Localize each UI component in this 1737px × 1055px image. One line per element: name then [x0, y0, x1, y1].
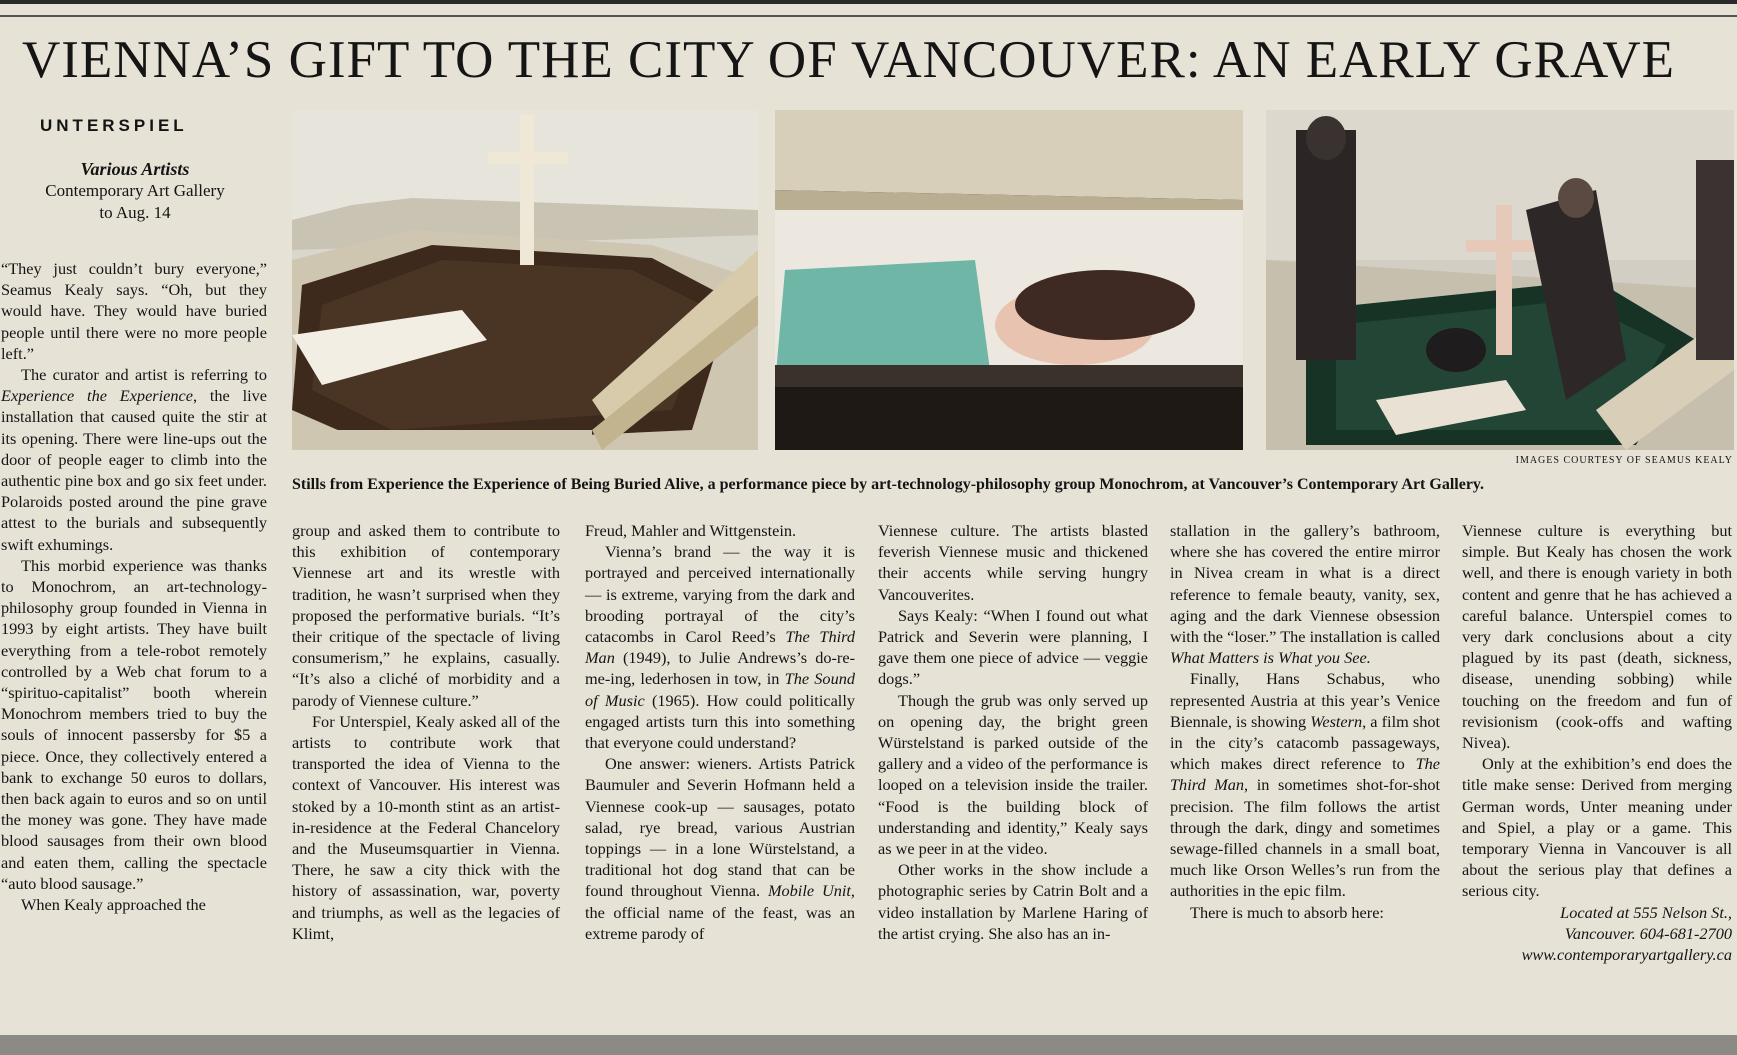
- exhibition-listing: [0, 158, 270, 224]
- article-column-3: [585, 520, 855, 944]
- paragraph: group and asked them to contribute to this exhibition of contemporary Viennese art and its wrestle with tradition, he wasn’t surprised when they proposed the performative burials. “It’s their critique of the spectacle of living consumerism,” he explains, casually. “It’s also a cliché of morbidity and a parody of Viennese culture.”: [292, 521, 560, 710]
- article-column-1: [1, 258, 267, 915]
- paragraph: There is much to absorb here:: [1190, 902, 1384, 922]
- photo-grave-cross: [292, 110, 758, 450]
- paragraph: This morbid experience was thanks to Monochrom, an art-technology-philosophy group founded in Vienna in 1993 by eight artists. They have built everything from a tele-robot remotely controlled by a Web chat forum to a “spirituo-capitalist” booth wherein Monochrom members tried to buy the souls of innocent passersby for $5 a piece. Once, they collectively entered a bank to exchange 50 euros to dollars, then back again to euros and so on until the money was gone. They have made blood sausages from their own blood and eaten them, calling the spectacle “auto blood sausage.”: [1, 555, 267, 893]
- article-column-6: [1462, 520, 1732, 965]
- top-border: [0, 0, 1737, 4]
- paragraph: One answer: wieners. Artists Patrick Baumuler and Severin Hofmann held a Viennese cook-up — sausages, potato salad, rye bread, various Austrian toppings — in a lone Würstelstand, a traditional hot dog stand that can be found throughout Vienna. Mobile Unit, the official name of the feast, was an extreme parody of: [585, 754, 855, 943]
- photo-burial-performance: [1266, 110, 1734, 450]
- paragraph: Though the grub was only served up on opening day, the bright green Würstelstand is parked outside of the gallery and a video of the performance is looped on a television inside the trailer. “Food is the building block of understanding and identity,” Kealy says as we peer in at the video.: [878, 690, 1148, 859]
- paragraph: stallation in the gallery’s bathroom, where she has covered the entire mirror in Nivea cream in what is a direct reference to female beauty, vanity, sex, aging and the dark Viennese obsession with the “loser.” The installation is called What Matters is What you See.: [1170, 521, 1440, 668]
- photo-caption: Stills from Experience the Experience of Being Buried Alive, a performance piece by art-technology-philosophy group Monochrom, at Vancouver’s Contemporary Art Gallery.: [292, 476, 1485, 493]
- header-rule: [0, 15, 1737, 17]
- bottom-border: [0, 1035, 1737, 1055]
- paragraph: Other works in the show include a photographic series by Catrin Bolt and a video installation by Marlene Haring of the artist crying. She also has an in-: [878, 860, 1148, 943]
- venue-website: www.contemporaryartgallery.ca: [1521, 945, 1732, 965]
- paragraph: The curator and artist is referring to Experience the Experience, the live installation that caused quite the stir at its opening. There were line-ups out the door of people eager to climb into the authentic pine box and go six feet under. Polaroids posted around the pine grave attest to the burials and subsequently swift exhumings.: [1, 365, 268, 554]
- venue-phone: Vancouver. 604-681-2700: [1564, 923, 1732, 943]
- photo-person-in-coffin: [775, 110, 1243, 450]
- paragraph: Viennese culture. The artists blasted feverish Viennese music and thickened their accents while serving hungry Vancouverites.: [878, 521, 1148, 604]
- paragraph: Finally, Hans Schabus, who represented Austria at this year’s Venice Biennale, is showing Western, a film shot in the city’s catacomb passageways, which makes direct reference to The Third Man, in sometimes shot-for-shot precision. The film follows the artist through the dark, dingy and sometimes sewage-filled channels in a small boat, much like Orson Welles’s run from the authorities in the epic film.: [1170, 669, 1441, 901]
- article-column-4: [878, 520, 1148, 944]
- paragraph: “They just couldn’t bury everyone,” Seamus Kealy says. “Oh, but they would have. They would have buried people until there were no more people left.”: [1, 259, 267, 363]
- photo-credit: IMAGES COURTESY OF SEAMUS KEALY: [1515, 455, 1733, 466]
- paragraph: Says Kealy: “When I found out what Patrick and Severin were planning, I gave them one piece of advice — veggie dogs.”: [878, 605, 1148, 689]
- venue-address: Located at 555 Nelson St.,: [1560, 902, 1732, 922]
- section-kicker: UNTERSPIEL: [40, 116, 188, 135]
- listing-artists: Various Artists: [80, 159, 190, 179]
- paragraph: Freud, Mahler and Wittgenstein.: [585, 521, 797, 540]
- paragraph: Only at the exhibition’s end does the title make sense: Derived from merging German words, Unter meaning under and Spiel, a play or a game. This temporary Vienna in Vancouver is all about the serious play that defines a serious city.: [1462, 754, 1732, 901]
- paragraph: For Unterspiel, Kealy asked all of the artists to contribute work that transported the idea of Vienna to the context of Vancouver. His interest was stoked by a 10-month stint as an artist-in-residence at the Federal Chancelory and the Museumsquartier in Vienna. There, he saw a city thick with the history of assassination, war, poverty and triumphs, as well as the legacies of Klimt,: [292, 711, 560, 943]
- paragraph: Viennese culture is everything but simple. But Kealy has chosen the work well, and there is enough variety in both content and genre that he has achieved a careful balance. Unterspiel comes to very dark conclusions about a city plagued by its past (death, sickness, disease, unending sobbing) while touching on the freedom and fun of revisionism (cook-offs and wafting Nivea).: [1462, 521, 1732, 753]
- listing-venue: Contemporary Art Gallery: [45, 181, 225, 200]
- paragraph: Vienna’s brand — the way it is portrayed and perceived internationally — is extreme, varying from the dark and brooding portrayal of the city’s catacombs in Carol Reed’s The Third Man (1949), to Julie Andrews’s do-re-me-ing, lederhosen in tow, in The Sound of Music (1965). How could politically engaged artists turn this into something that everyone could understand?: [585, 542, 855, 753]
- headline: VIENNA’S GIFT TO THE CITY OF VANCOUVER: AN EARLY GRAVE: [22, 31, 1676, 89]
- article-column-2: [292, 520, 560, 944]
- paragraph: When Kealy approached the: [21, 895, 206, 915]
- article-column-5: [1170, 520, 1440, 923]
- listing-dates: to Aug. 14: [99, 203, 171, 222]
